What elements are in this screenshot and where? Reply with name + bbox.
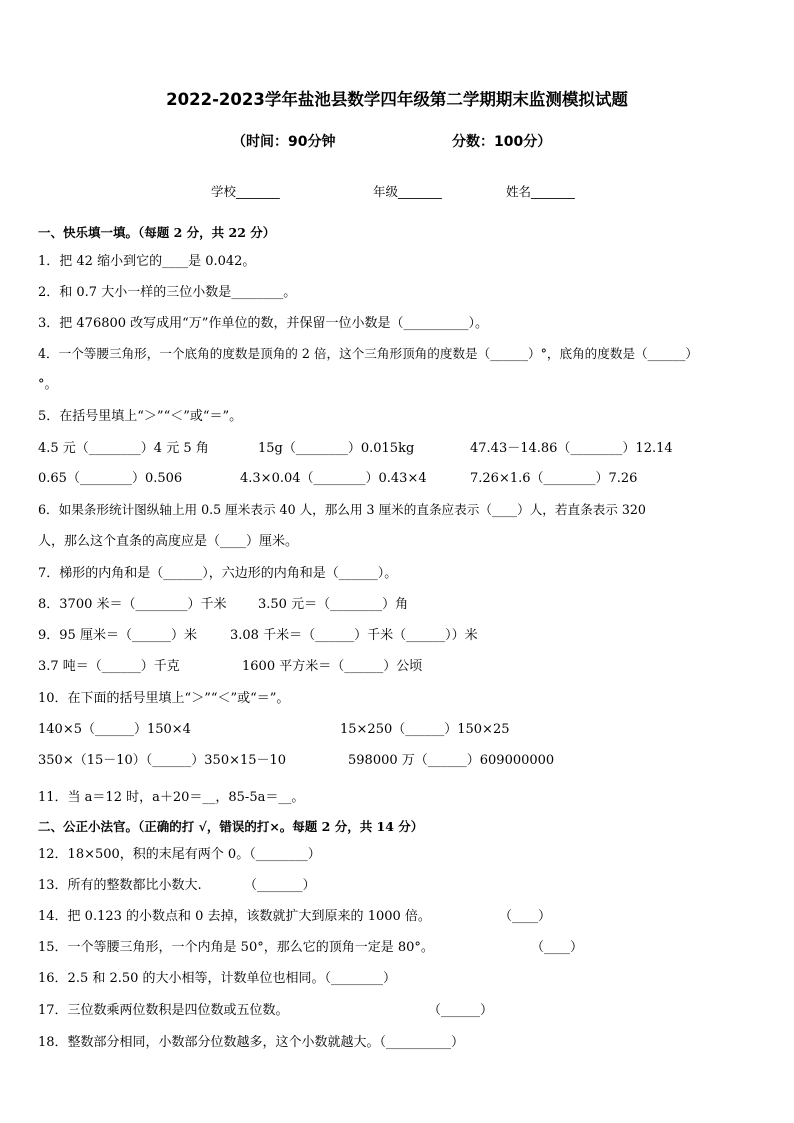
question-4-cont: °。 bbox=[38, 377, 58, 392]
exam-score: 分数：100分） bbox=[452, 134, 552, 150]
question-17-blank: （______） bbox=[428, 1003, 494, 1018]
q5-compare-4: 0.65（________）0.506 bbox=[38, 471, 183, 486]
q10-compare-3: 350×（15－10）（______）350×15－10 bbox=[38, 753, 287, 768]
question-7: 7．梯形的内角和是（______），六边形的内角和是（______）。 bbox=[38, 566, 398, 581]
q5-compare-2: 15g（________）0.015kg bbox=[258, 441, 415, 456]
question-4: 4．一个等腰三角形，一个底角的度数是顶角的 2 倍，这个三角形顶角的度数是（______）°，底角的度数是（______） bbox=[38, 346, 699, 361]
q5-compare-6: 7.26×1.6（________）7.26 bbox=[470, 471, 638, 486]
question-9a: 9．95 厘米＝（______）米 bbox=[38, 628, 197, 643]
q5-compare-5: 4.3×0.04（________）0.43×4 bbox=[240, 471, 427, 486]
question-8b: 3.50 元＝（________）角 bbox=[258, 597, 409, 612]
question-14: 14．把 0.123 的小数点和 0 去掉，该数就扩大到原来的 1000 倍。 bbox=[38, 909, 431, 924]
question-9b: 3.08 千米＝（______）千米（______））米 bbox=[230, 628, 478, 643]
q5-compare-1: 4.5 元（________）4 元 5 角 bbox=[38, 441, 209, 456]
question-2: 2．和 0.7 大小一样的三位小数是________。 bbox=[38, 285, 297, 300]
section-1-heading: 一、快乐填一填。（每题 2 分，共 22 分） bbox=[38, 225, 276, 240]
question-9d: 1600 平方米＝（______）公顷 bbox=[242, 659, 423, 674]
question-3: 3．把 476800 改写成用“万”作单位的数，并保留一位小数是（__________）。 bbox=[38, 316, 488, 331]
question-9c: 3.7 吨＝（______）千克 bbox=[38, 659, 180, 674]
question-8a: 8．3700 米＝（________）千米 bbox=[38, 597, 227, 612]
q10-compare-2: 15×250（______）150×25 bbox=[340, 722, 510, 737]
question-11: 11．当 a＝12 时，a＋20＝__，85-5a＝__。 bbox=[38, 790, 305, 805]
question-13-blank: （_______） bbox=[244, 878, 316, 893]
question-14-blank: （____） bbox=[499, 909, 552, 924]
question-16: 16．2.5 和 2.50 的大小相等，计数单位也相同。（________） bbox=[38, 971, 397, 986]
question-1: 1．把 42 缩小到它的____是 0.042。 bbox=[38, 254, 256, 269]
question-18: 18．整数部分相同，小数部分位数越多，这个小数就越大。（__________） bbox=[38, 1035, 465, 1050]
exam-time: （时间：90分钟 bbox=[232, 134, 336, 150]
question-12: 12．18×500，积的末尾有两个 0。（________） bbox=[38, 847, 321, 862]
question-13: 13．所有的整数都比小数大. bbox=[38, 878, 202, 893]
q10-compare-4: 598000 万（______）609000000 bbox=[348, 753, 555, 768]
question-5: 5．在括号里填上“＞”“＜”或“＝”。 bbox=[38, 409, 243, 424]
question-10: 10．在下面的括号里填上“＞”“＜”或“＝”。 bbox=[38, 691, 290, 706]
question-15-blank: （____） bbox=[531, 940, 584, 955]
name-field[interactable]: 姓名_______ bbox=[506, 184, 575, 199]
school-field[interactable]: 学校_______ bbox=[211, 184, 280, 199]
question-6: 6．如果条形统计图纵轴上用 0.5 厘米表示 40 人，那么用 3 厘米的直条应表示（____）人，若直条表示 320 bbox=[38, 502, 646, 517]
q5-compare-3: 47.43－14.86（________）12.14 bbox=[470, 441, 673, 456]
page-title: 2022-2023学年盐池县数学四年级第二学期期末监测模拟试题 bbox=[166, 90, 628, 109]
question-15: 15．一个等腰三角形，一个内角是 50°，那么它的顶角一定是 80°。 bbox=[38, 940, 434, 955]
question-17: 17．三位数乘两位数积是四位数或五位数。 bbox=[38, 1003, 289, 1018]
q10-compare-1: 140×5（______）150×4 bbox=[38, 722, 191, 737]
grade-field[interactable]: 年级_______ bbox=[373, 184, 442, 199]
question-6-cont: 人，那么这个直条的高度应是（____）厘米。 bbox=[38, 534, 299, 549]
section-2-heading: 二、公正小法官。（正确的打 √，错误的打×。每题 2 分，共 14 分） bbox=[38, 819, 424, 834]
